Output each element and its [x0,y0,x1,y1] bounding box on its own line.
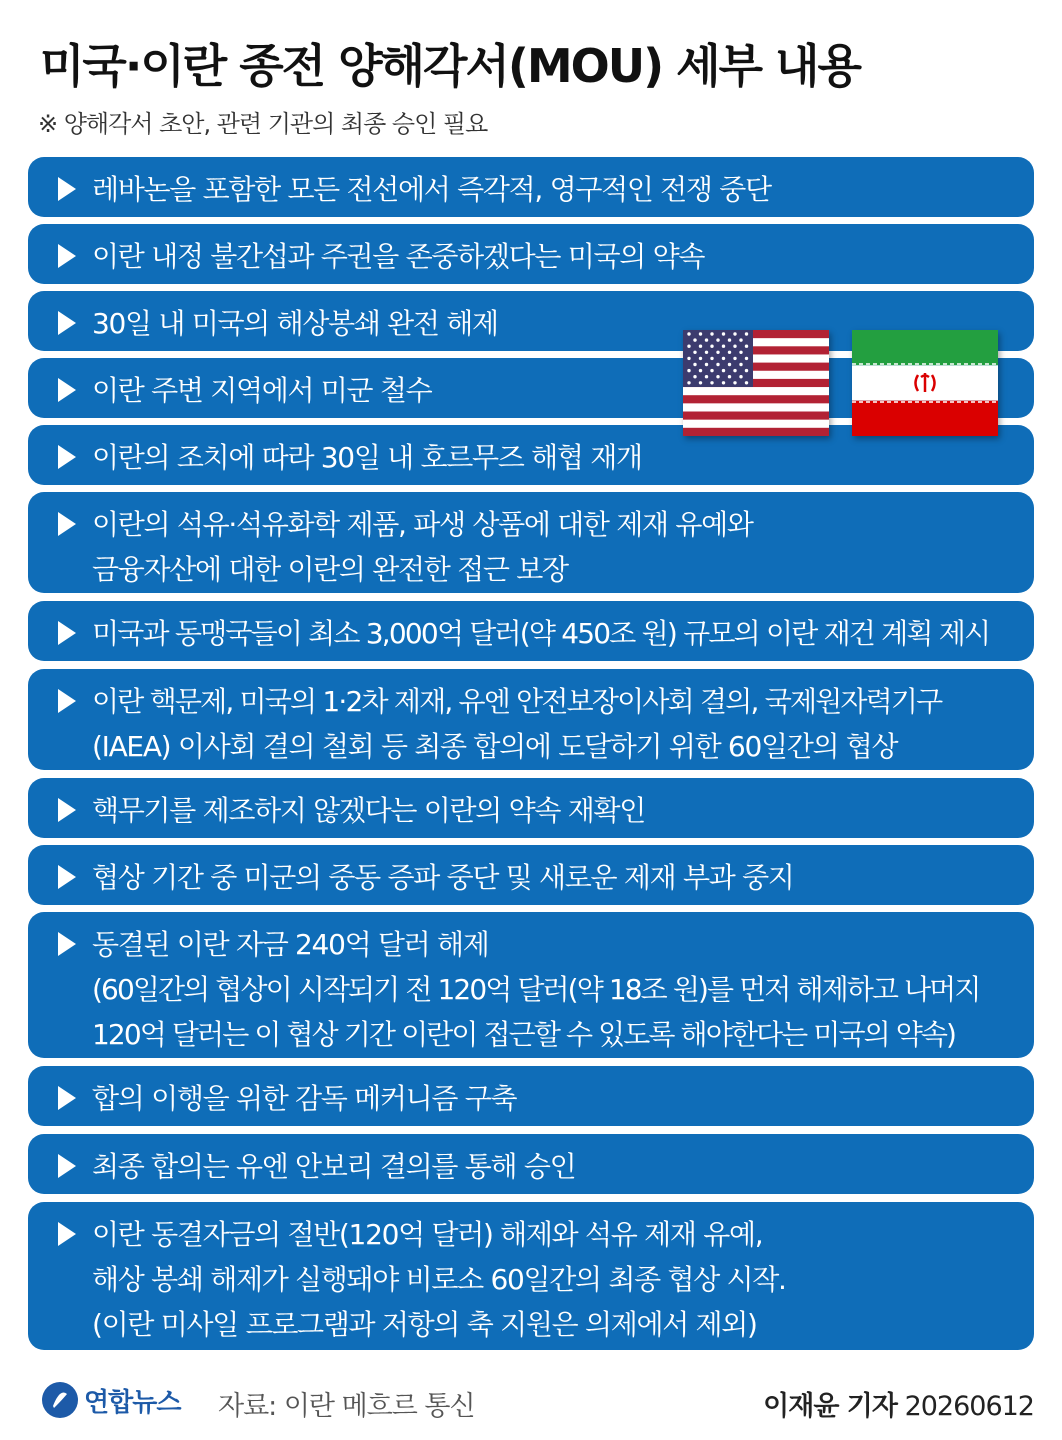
item-text: 30일 내 미국의 해상봉쇄 완전 해제 [92,307,498,340]
star-icon [687,332,690,335]
star-icon [716,375,719,378]
star-icon [733,357,736,360]
star-icon [745,345,748,348]
item-text: 이란의 조치에 따라 30일 내 호르무즈 해협 재개 [92,441,642,474]
star-icon [693,375,696,378]
star-icon [699,332,702,335]
bullet-triangle-icon [58,1086,76,1110]
star-icon [693,363,696,366]
reporter-name: 이재윤 기자 [763,1391,897,1422]
star-icon [722,381,725,384]
star-icon [716,351,719,354]
list-item [28,1134,1034,1194]
star-icon [716,363,719,366]
star-icon [705,375,708,378]
star-icon [745,369,748,372]
star-icon [705,363,708,366]
star-icon [733,332,736,335]
star-icon [739,363,742,366]
list-item [28,492,1034,593]
page-title: 미국·이란 종전 양해각서(MOU) 세부 내용 [40,39,860,93]
yonhap-logo-icon [40,1380,80,1420]
bullet-triangle-icon [58,865,76,889]
item-text: 합의 이행을 위한 감독 메커니즘 구축 [92,1082,517,1115]
item-text: 최종 합의는 유엔 안보리 결의를 통해 승인 [92,1150,576,1183]
item-text: 미국과 동맹국들이 최소 3,000억 달러(약 450조 원) 규모의 이란 재건 계획 제시 [92,617,990,650]
star-icon [699,381,702,384]
star-icon [710,357,713,360]
item-text: 120억 달러는 이 협상 기간 이란이 접근할 수 있도록 해야한다는 미국의 약속) [92,1018,956,1051]
bullet-triangle-icon [58,512,76,536]
star-icon [705,351,708,354]
bullet-triangle-icon [58,244,76,268]
item-text: 이란 핵문제, 미국의 1·2차 제재, 유엔 안전보장이사회 결의, 국제원자력기구 [92,685,942,718]
star-icon [699,345,702,348]
bullet-triangle-icon [58,311,76,335]
star-icon [710,381,713,384]
bullet-triangle-icon [58,1222,76,1246]
star-icon [687,345,690,348]
list-item [28,669,1034,770]
star-icon [687,381,690,384]
bullet-triangle-icon [58,1154,76,1178]
star-icon [710,345,713,348]
list-item [28,224,1034,284]
list-item [28,1202,1034,1350]
item-text: 이란 내정 불간섭과 주권을 존중하겠다는 미국의 약속 [92,240,705,273]
star-icon [722,369,725,372]
star-icon [710,369,713,372]
source-note: 자료: 이란 메흐르 통신 [218,1391,475,1422]
star-icon [745,332,748,335]
list-item [28,912,1034,1058]
item-text: 해상 봉쇄 해제가 실행돼야 비로소 60일간의 최종 협상 시작. [92,1263,786,1296]
us-flag-icon [683,330,829,436]
item-text: 레바논을 포함한 모든 전선에서 즉각적, 영구적인 전쟁 중단 [92,173,771,206]
bullet-triangle-icon [58,621,76,645]
star-icon [687,369,690,372]
item-text: (IAEA) 이사회 결의 철회 등 최종 합의에 도달하기 위한 60일간의 협상 [92,730,898,763]
star-icon [739,375,742,378]
list-item [28,845,1034,905]
item-text: 동결된 이란 자금 240억 달러 해제 [92,928,489,961]
star-icon [699,369,702,372]
star-icon [745,357,748,360]
star-icon [733,381,736,384]
logo-text: 연합뉴스 [84,1387,181,1418]
item-text: 핵무기를 제조하지 않겠다는 이란의 약속 재확인 [92,794,645,827]
publish-date: 20260612 [904,1391,1034,1422]
bullet-triangle-icon [58,689,76,713]
star-icon [699,357,702,360]
star-icon [710,332,713,335]
item-text: (60일간의 협상이 시작되기 전 120억 달러(약 18조 원)를 먼저 해제하고 나머지 [92,973,980,1006]
subtitle-note: ※ 양해각서 초안, 관련 기관의 최종 승인 필요 [38,110,488,138]
star-icon [728,363,731,366]
star-icon [687,357,690,360]
list-item [28,1066,1034,1126]
star-icon [728,338,731,341]
star-icon [739,351,742,354]
item-text: 협상 기간 중 미군의 중동 증파 중단 및 새로운 제재 부과 중지 [92,861,794,894]
bullet-triangle-icon [58,177,76,201]
list-item [28,778,1034,838]
star-icon [693,351,696,354]
bullet-triangle-icon [58,932,76,956]
bullet-triangle-icon [58,378,76,402]
star-icon [716,338,719,341]
iran-flag-icon [852,330,998,436]
bullet-triangle-icon [58,798,76,822]
star-icon [745,381,748,384]
star-icon [728,351,731,354]
star-icon [722,332,725,335]
item-text: 이란 동결자금의 절반(120억 달러) 해제와 석유 제재 유예, [92,1218,763,1251]
star-icon [722,357,725,360]
item-text: 금융자산에 대한 이란의 완전한 접근 보장 [92,553,568,586]
list-item [28,157,1034,217]
star-icon [722,345,725,348]
list-item [28,601,1034,661]
star-icon [733,345,736,348]
item-text: 이란 주변 지역에서 미군 철수 [92,374,432,407]
credit [763,1384,1034,1423]
star-icon [705,338,708,341]
yonhap-logo [40,1378,180,1422]
bullet-triangle-icon [58,445,76,469]
star-icon [728,375,731,378]
item-text: (이란 미사일 프로그램과 저항의 축 지원은 의제에서 제외) [92,1308,757,1341]
item-text: 이란의 석유·석유화학 제품, 파생 상품에 대한 제재 유예와 [92,508,753,541]
star-icon [693,338,696,341]
star-icon [739,338,742,341]
star-icon [733,369,736,372]
